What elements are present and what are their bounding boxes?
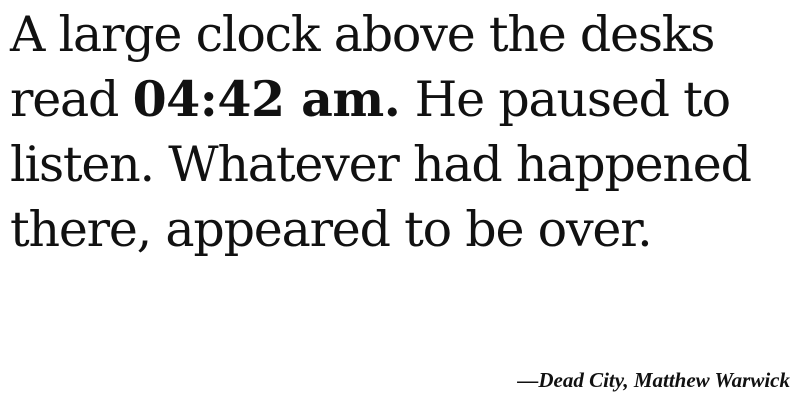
attribution (517, 366, 790, 394)
quote-after: He paused to listen. Whatever had happened there, appeared to be over. (10, 71, 751, 258)
quote-before: A large clock above the desks read (10, 6, 715, 128)
book-title: Dead City (538, 368, 624, 392)
author-name: Matthew Warwick (633, 368, 790, 392)
quote-time: 04:42 am. (132, 70, 401, 128)
attribution-dash: — (517, 368, 539, 392)
attribution-separator: , (623, 368, 634, 392)
quote-text (10, 2, 790, 262)
